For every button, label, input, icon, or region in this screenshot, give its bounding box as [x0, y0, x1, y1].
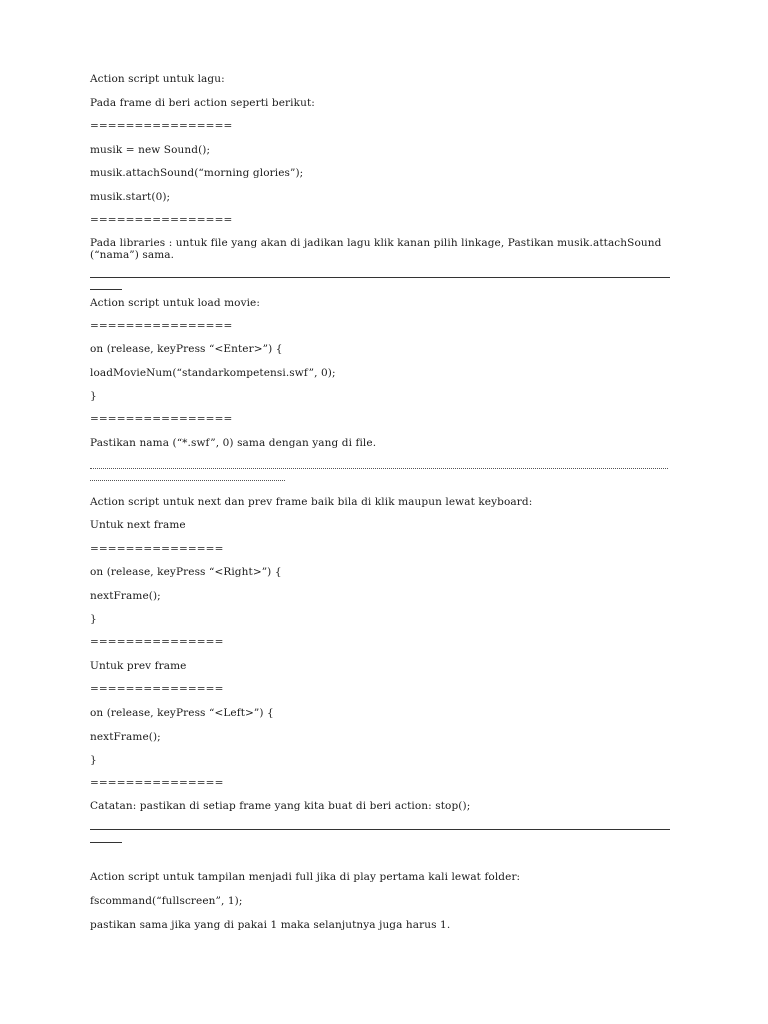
- dotted-rule-tail: [90, 480, 285, 481]
- code-line: on (release, keyPress “<Enter>”) {: [90, 343, 283, 355]
- separator-text: ===============: [90, 777, 224, 789]
- code-line: musik.attachSound(“morning glories”);: [90, 167, 304, 179]
- code-line: nextFrame();: [90, 731, 161, 743]
- separator-text: ================: [90, 320, 233, 332]
- code-line: nextFrame();: [90, 590, 161, 602]
- horizontal-rule: [90, 829, 670, 830]
- separator-text: ================: [90, 214, 233, 226]
- section-heading-lagu: Action script untuk lagu:: [90, 73, 225, 85]
- horizontal-rule-tail: [90, 289, 122, 290]
- code-line: }: [90, 390, 97, 402]
- section-heading-next-prev: Action script untuk next dan prev frame baik bila di klik maupun lewat keyboard:: [90, 496, 533, 508]
- separator-text: ===============: [90, 543, 224, 555]
- text-line: pastikan sama jika yang di pakai 1 maka selanjutnya juga harus 1.: [90, 919, 451, 931]
- separator-text: ===============: [90, 683, 224, 695]
- text-line: Untuk prev frame: [90, 660, 187, 672]
- text-line: Pastikan nama (“*.swf”, 0) sama dengan yang di file.: [90, 437, 377, 449]
- code-line: }: [90, 754, 97, 766]
- text-line: Pada frame di beri action seperti berikut:: [90, 97, 315, 109]
- text-line: Untuk next frame: [90, 519, 186, 531]
- code-line: musik = new Sound();: [90, 144, 211, 156]
- code-line: }: [90, 613, 97, 625]
- horizontal-rule-tail: [90, 842, 122, 843]
- code-line: fscommand(“fullscreen”, 1);: [90, 895, 243, 907]
- code-line: on (release, keyPress “<Right>”) {: [90, 566, 282, 578]
- note-paragraph: Pada libraries : untuk file yang akan di jadikan lagu klik kanan pilih linkage, Pastikan musik.attachSound (“nama”) sama.: [90, 237, 662, 261]
- code-line: musik.start(0);: [90, 191, 171, 203]
- separator-text: ================: [90, 413, 233, 425]
- text-line: Catatan: pastikan di setiap frame yang kita buat di beri action: stop();: [90, 800, 471, 812]
- section-heading-fullscreen: Action script untuk tampilan menjadi full jika di play pertama kali lewat folder:: [90, 871, 521, 883]
- separator-text: ===============: [90, 636, 224, 648]
- dotted-rule: [90, 468, 668, 469]
- horizontal-rule: [90, 277, 670, 278]
- section-heading-load-movie: Action script untuk load movie:: [90, 297, 261, 309]
- code-line: loadMovieNum(“standarkompetensi.swf”, 0);: [90, 367, 336, 379]
- code-line: on (release, keyPress “<Left>”) {: [90, 707, 274, 719]
- separator-text: ================: [90, 120, 233, 132]
